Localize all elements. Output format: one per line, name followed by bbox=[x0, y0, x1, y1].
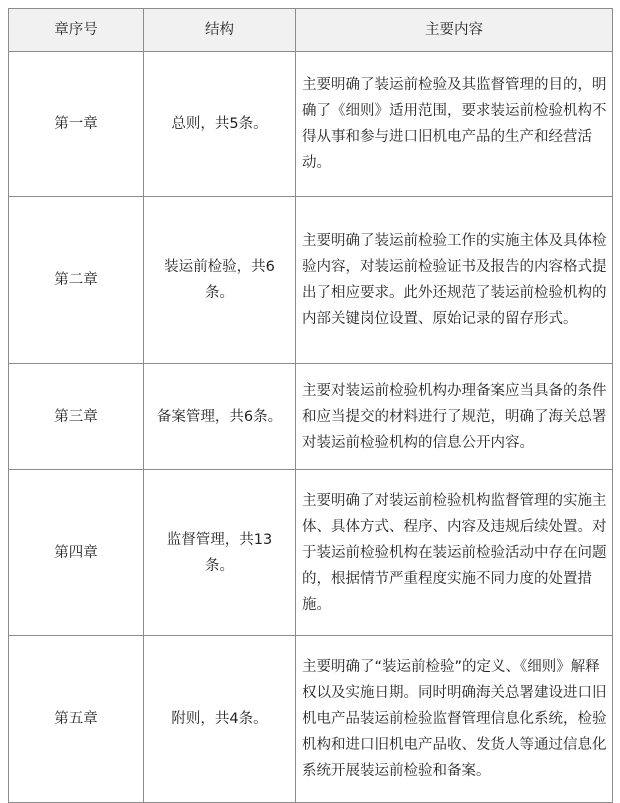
structure-cell: 监督管理，共13条。 bbox=[144, 470, 296, 636]
structure-cell: 总则，共5条。 bbox=[144, 52, 296, 197]
content-cell: 主要明确了“装运前检验”的定义、《细则》解释权以及实施日期。同时明确海关总署建设进口旧机电产品装运前检验监督管理信息化系统，检验机构和进口旧机电产品收、发货人等通过信息化系统开展装运前检验和备案。 bbox=[296, 636, 613, 803]
table-row bbox=[9, 636, 613, 803]
structure-cell: 备案管理，共6条。 bbox=[144, 364, 296, 470]
structure-cell: 装运前检验，共6条。 bbox=[144, 197, 296, 364]
chapter-cell: 第四章 bbox=[9, 470, 144, 636]
table-row bbox=[9, 197, 613, 364]
structure-cell: 附则，共4条。 bbox=[144, 636, 296, 803]
table-row bbox=[9, 470, 613, 636]
chapter-cell: 第五章 bbox=[9, 636, 144, 803]
chapter-cell: 第一章 bbox=[9, 52, 144, 197]
table-body bbox=[9, 52, 613, 803]
content-cell: 主要明确了装运前检验及其监督管理的目的，明确了《细则》适用范围，要求装运前检验机构不得从事和参与进口旧机电产品的生产和经营活动。 bbox=[296, 52, 613, 197]
content-cell: 主要明确了装运前检验工作的实施主体及具体检验内容，对装运前检验证书及报告的内容格式提出了相应要求。此外还规范了装运前检验机构的内部关键岗位设置、原始记录的留存形式。 bbox=[296, 197, 613, 364]
content-cell: 主要明确了对装运前检验机构监督管理的实施主体、具体方式、程序、内容及违规后续处置。对于装运前检验机构在装运前检验活动中存在问题的，根据情节严重程度实施不同力度的处置措施。 bbox=[296, 470, 613, 636]
chapter-cell: 第二章 bbox=[9, 197, 144, 364]
content-cell: 主要对装运前检验机构办理备案应当具备的条件和应当提交的材料进行了规范，明确了海关总署对装运前检验机构的信息公开内容。 bbox=[296, 364, 613, 470]
header-main-content: 主要内容 bbox=[296, 9, 613, 52]
header-chapter-number: 章序号 bbox=[9, 9, 144, 52]
header-row bbox=[9, 9, 613, 52]
chapter-summary-table bbox=[8, 8, 613, 803]
header-structure: 结构 bbox=[144, 9, 296, 52]
table-row bbox=[9, 52, 613, 197]
chapter-cell: 第三章 bbox=[9, 364, 144, 470]
table-header bbox=[9, 9, 613, 52]
table-row bbox=[9, 364, 613, 470]
